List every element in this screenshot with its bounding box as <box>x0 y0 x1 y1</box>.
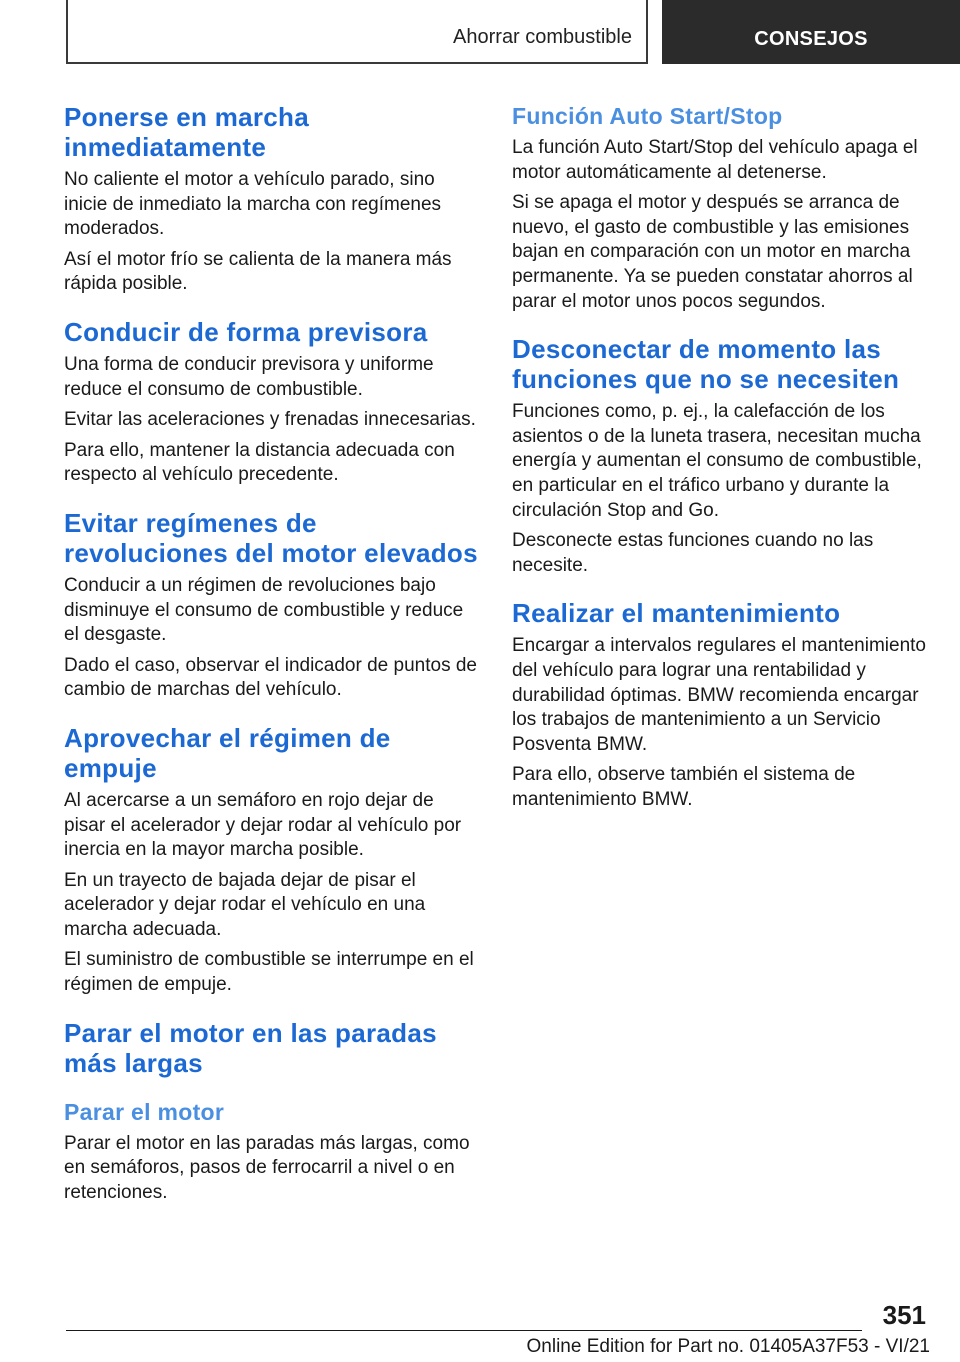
footer-edition: Online Edition for Part no. 01405A37F53 - VI/21 <box>526 1336 930 1357</box>
paragraph: Para ello, observe también el sistema de mantenimiento BMW. <box>512 764 856 810</box>
left-column <box>64 102 480 1225</box>
paragraph: La función Auto Start/Stop del vehículo apaga el motor automáticamente al detenerse. <box>512 137 918 183</box>
paragraph: Desconecte estas funciones cuando no las necesite. <box>512 530 874 576</box>
footer-divider <box>66 1330 862 1331</box>
section-stop-engine <box>64 1018 480 1206</box>
paragraph: Dado el caso, observar el indicador de puntos de cambio de marchas del vehículo. <box>64 654 477 701</box>
section-auto-start-stop <box>512 102 928 314</box>
section-maintenance <box>512 598 928 812</box>
paragraph: El suministro de combustible se interrumpe en el régimen de empuje. <box>64 949 474 996</box>
section-tab <box>662 0 960 64</box>
section-disable-functions <box>512 334 928 578</box>
chapter-tab <box>66 0 648 64</box>
page-number: 351 <box>882 1300 926 1330</box>
section-heading: Ponerse en marcha inmediatamente <box>64 102 309 162</box>
section-heading: Desconectar de momento las funciones que no se necesiten <box>512 334 900 395</box>
section-drive-ahead <box>64 317 480 488</box>
section-heading: Aprovechar el régimen de empuje <box>64 722 391 783</box>
section-heading: Realizar el mantenimiento <box>512 598 841 629</box>
paragraph: Parar el motor en las paradas más largas, como en semáforos, pasos de ferrocarril a nivel o en retenciones. <box>64 1132 470 1203</box>
paragraph: Encargar a intervalos regulares el mantenimiento del vehículo para lograr una rentabilidad y durabilidad óptimas. BMW recomienda encargar los trabajos de mantenimiento a un Servicio Posventa BMW. <box>512 635 926 755</box>
paragraph: Para ello, mantener la distancia adecuada con respecto al vehículo precedente. <box>64 439 455 486</box>
section-subheading: Función Auto Start/Stop <box>512 103 783 129</box>
right-column <box>512 102 928 832</box>
paragraph: Al acercarse a un semáforo en rojo dejar de pisar el acelerador y dejar rodar al vehículo por inercia en la mayor marcha posible. <box>64 789 462 861</box>
paragraph: Funciones como, p. ej., la calefacción de los asientos o de la luneta trasera, necesitan mucha energía y aumentan el consumo de combustible, en particular en el tráfico urbano y durante la circulación Stop and Go. <box>512 401 922 521</box>
section-heading: Evitar regímenes de revoluciones del motor elevados <box>64 507 478 568</box>
chapter-title: Ahorrar combustible <box>453 26 632 48</box>
section-warm-start <box>64 102 480 297</box>
section-label: CONSEJOS <box>754 28 868 50</box>
paragraph: Conducir a un régimen de revoluciones bajo disminuye el consumo de combustible y reduce el desgaste. <box>64 574 464 646</box>
section-heading: Parar el motor en las paradas más largas <box>64 1017 437 1078</box>
paragraph: No caliente el motor a vehículo parado, sino inicie de inmediato la marcha con regímenes moderados. <box>64 169 442 240</box>
paragraph: Evitar las aceleraciones y frenadas innecesarias. <box>64 409 476 431</box>
paragraph: En un trayecto de bajada dejar de pisar el acelerador y dejar rodar el vehículo en una marcha adecuada. <box>64 869 426 940</box>
section-coasting <box>64 723 480 998</box>
section-heading: Conducir de forma previsora <box>64 316 428 347</box>
section-subheading: Parar el motor <box>64 1098 225 1125</box>
paragraph: Si se apaga el motor y después se arranca de nuevo, el gasto de combustible y las emisiones bajan en comparación con un motor en marcha permanente. Ya se pueden constatar ahorros al parar el motor unos pocos segundos. <box>512 192 913 312</box>
paragraph: Una forma de conducir previsora y uniforme reduce el consumo de combustible. <box>64 353 434 400</box>
paragraph: Así el motor frío se calienta de la manera más rápida posible. <box>64 248 452 295</box>
section-avoid-high-rpm <box>64 508 480 703</box>
